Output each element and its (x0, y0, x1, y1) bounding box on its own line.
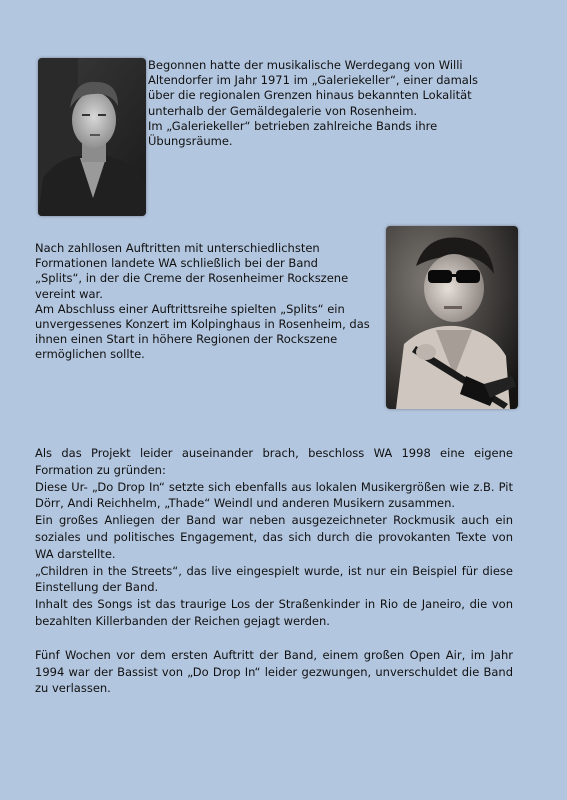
paragraph: „Children in the Streets“, das live eingespielt wurde, ist nur ein Beispiel für diese Einstellung der Band. (35, 563, 513, 595)
text-line: vereint war. (35, 286, 103, 301)
text-line: unvergessenes Konzert im Kolpinghaus in Rosenheim, das (35, 317, 370, 332)
text-line: Am Abschluss einer Auftrittsreihe spielten „Splits“ ein (35, 301, 345, 316)
portrait-image (38, 58, 146, 216)
splits-text-block (35, 241, 370, 363)
text-line: über die regionalen Grenzen hinaus bekannten Lokalität (148, 88, 472, 103)
text-line: Nach zahllosen Auftritten mit unterschiedlichsten (35, 241, 320, 255)
guitarist-photo (386, 226, 518, 409)
text-line: Im „Galeriekeller“ betrieben zahlreiche Bands ihre (148, 118, 438, 133)
text-line: Formationen landete WA schließlich bei der Band (35, 256, 318, 271)
text-line: unterhalb der Gemäldegalerie von Rosenheim. (148, 103, 418, 118)
guitarist-image (386, 226, 518, 409)
text-line: Altendorfer im Jahr 1971 im „Galeriekeller“, einer damals (148, 73, 479, 88)
final-paragraph: Fünf Wochen vor dem ersten Auftritt der Band, einem großen Open Air, im Jahr 1994 war der Bassist von „Do Drop In“ leider gezwungen, unverschuldet die Band zu verlassen. (35, 647, 513, 696)
text-line: Begonnen hatte der musikalische Werdegang von Willi (148, 58, 463, 72)
text-line: „Splits“, in der die Creme der Rosenheimer Rockszene (35, 271, 349, 286)
text-line: Übungsräume. (148, 134, 233, 149)
text-line: ermöglichen sollte. (35, 347, 145, 362)
paragraph: Als das Projekt leider auseinander brach, beschloss WA 1998 eine eigene Formation zu gründen: (35, 446, 513, 477)
portrait-photo (38, 58, 146, 216)
paragraph: Ein großes Anliegen der Band war neben ausgezeichneter Rockmusik auch ein soziales und politisches Engagement, das sich durch die provokanten Texte von WA darstellte. (35, 513, 513, 561)
do-drop-in-text-block (35, 445, 513, 697)
paragraph: Diese Ur- „Do Drop In“ setzte sich ebenfalls aus lokalen Musikergrößen wie z.B. Pit Dörr, Andi Reichhelm, „Thade“ Weindl und anderen Musikern zusammen. (35, 479, 513, 511)
text-line: ihnen einen Start in höhere Regionen der Rockszene (35, 332, 338, 347)
paragraph: Inhalt des Songs ist das traurige Los der Straßenkinder in Rio de Janeiro, die von bezahlten Killerbanden der Reichen gejagt werden. (35, 597, 513, 628)
paragraph-spacer (35, 630, 513, 647)
intro-text-block (148, 58, 478, 149)
